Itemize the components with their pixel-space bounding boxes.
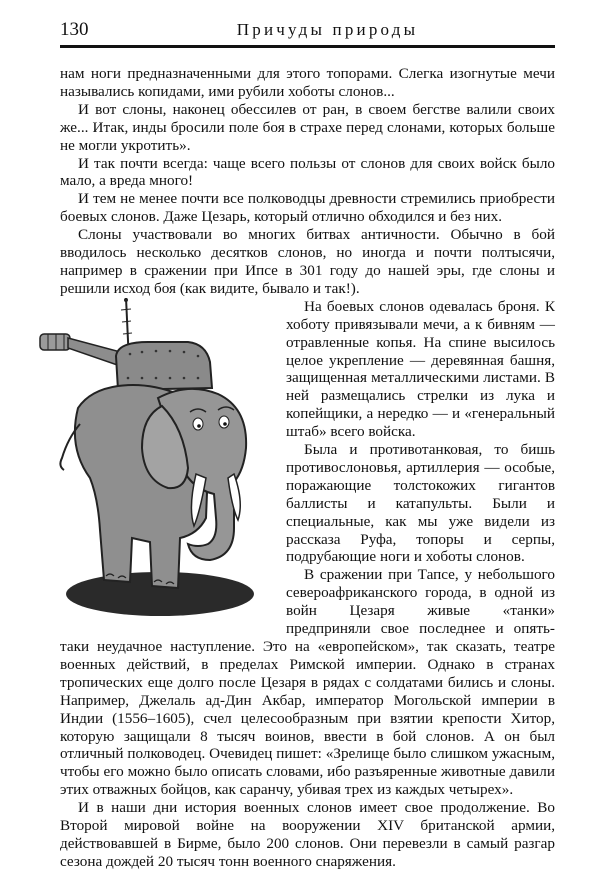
elephant-tank-illustration xyxy=(38,298,280,632)
paragraph: И в наши дни история военных слонов имеет свое продолжение. Во Второй мировой войне на вооружении XIV британской армии, действовавшей в Бирме, было 200 слонов. Они перевезли в самый разгар сезона дождей 20 тысяч тонн военного снаряжения. xyxy=(60,799,555,870)
paragraph: Слоны участвовали во многих битвах античности. Обычно в бой вводилось несколько десятков слонов, но иногда и почти полтысячи, например в сражении при Ипсе в 301 году до нашей эры, где слоны и решили исход боя (как видите, бывало и так!). xyxy=(60,226,555,297)
paragraph: И так почти всегда: чаще всего пользы от слонов для своих войск было мало, а вреда много! xyxy=(60,154,555,190)
paragraph: нам ноги предназначенными для этого топорами. Слегка изогнутые мечи назывались копидами, ими рубили хоботы слонов... xyxy=(60,65,555,100)
page-number: 130 xyxy=(60,19,89,40)
paragraph: На боевых слонов одевалась броня. К хоботу привязывали мечи, а к бивням — отравленные копья. На спине высилось целое укрепление — деревянная башня, защищенная металлическими листами. В ней размещались стрелки из лука и копейщики, а нередко — и «генеральный штаб» всего войска. xyxy=(286,297,555,441)
elephant-with-tank-turret-icon xyxy=(38,298,280,632)
page-header xyxy=(60,18,555,44)
paragraph: Была и противотанковая, то бишь противослоновья, артиллерия — особые, поражающие толстокожих гигантов баллисты и катапульты. Были и специальные, как мы уже видели из рассказа Руфа, топоры и серпы, подрубающие ноги и хоботы слонов. xyxy=(286,441,555,566)
paragraph: И вот слоны, наконец обессилев от ран, в своем бегстве валили своих же... Итак, инды бросили поле боя в страхе перед слонами, которых больше не могли укротить». xyxy=(60,100,555,154)
header-rule xyxy=(60,45,555,48)
paragraph: В сражении при Тапсе, у небольшого североафриканского города, в одной из войн Цезаря живые «танки» предприняли свое последнее и опять-таки неудачное наступление. Это на «европейском», так сказать, театре военных действий, в пределах Римской империи. Однако в странах тропических еще долго после Цезаря в рядах с солдатами бились и слоны. Например, Джелаль ад-Дин Акбар, император Могольской империи в Индии (1556–1605), счел целесообразным при взятии крепости Хитор, которую защищали 8 тысяч воинов, ввести в бой слонов. А он был отличный полководец. Очевидец пишет: «Зрелище было слишком ужасным, чтобы его можно было описать словами, ибо разъяренные животные давили этих отважных бойцов, как саранчу, убивая трех из каждых четырех». xyxy=(60,566,555,799)
running-title: Причуды природы xyxy=(236,20,419,39)
paragraph: И тем не менее почти все полководцы древности стремились приобрести боевых слонов. Даже Цезарь, который отлично обходился и без них. xyxy=(60,190,555,226)
body-text xyxy=(60,65,555,871)
